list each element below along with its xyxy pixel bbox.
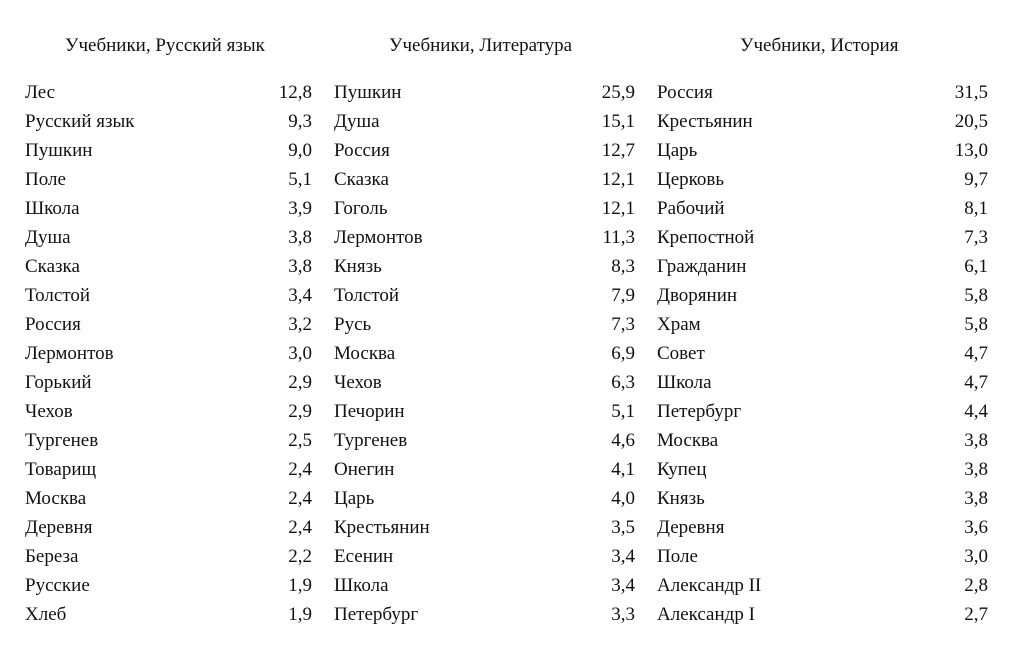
frequency-value: 5,8 [964,314,988,335]
word-label: Толстой [334,285,400,306]
list-item [25,107,312,136]
frequency-value: 2,9 [288,372,312,393]
list-item [657,484,988,513]
frequency-value: 5,1 [288,169,312,190]
list-item [334,136,635,165]
word-label: Александр II [657,575,762,596]
frequency-value: 2,2 [288,546,312,567]
list-item [657,310,988,339]
list-item [334,542,635,571]
word-label: Совет [657,343,705,364]
word-label: Царь [657,140,698,161]
word-list [25,78,312,629]
list-item [25,310,312,339]
list-item [657,339,988,368]
list-item [657,252,988,281]
word-label: Печорин [334,401,405,422]
word-label: Лес [25,82,56,103]
list-item [657,136,988,165]
word-label: Душа [334,111,380,132]
list-item [25,455,312,484]
list-item [334,455,635,484]
list-item [657,542,988,571]
frequency-value: 4,7 [964,372,988,393]
list-item [334,107,635,136]
list-item [657,368,988,397]
frequency-value: 7,9 [611,285,635,306]
list-item [334,310,635,339]
frequency-value: 3,5 [611,517,635,538]
list-item [334,368,635,397]
word-label: Россия [657,82,713,103]
word-label: Россия [334,140,390,161]
list-item [657,600,988,629]
frequency-value: 4,4 [964,401,988,422]
list-item [657,513,988,542]
frequency-value: 3,8 [288,227,312,248]
column-title: Учебники, Литература [389,35,573,56]
frequency-value: 9,3 [288,111,312,132]
list-item [25,513,312,542]
word-label: Русские [25,575,90,596]
list-item [25,484,312,513]
list-item [334,281,635,310]
word-label: Хлеб [25,604,67,625]
word-label: Деревня [25,517,93,538]
list-item [657,194,988,223]
list-item [334,600,635,629]
list-item [25,252,312,281]
list-item [25,426,312,455]
frequency-value: 8,1 [964,198,988,219]
frequency-value: 3,9 [288,198,312,219]
word-label: Пушкин [334,82,402,103]
frequency-value: 5,8 [964,285,988,306]
word-label: Толстой [25,285,91,306]
list-item [334,78,635,107]
list-item [25,136,312,165]
frequency-value: 6,3 [611,372,635,393]
list-item [657,78,988,107]
frequency-value: 4,6 [611,430,635,451]
list-item [657,281,988,310]
word-label: Москва [334,343,396,364]
word-label: Чехов [25,401,73,422]
list-item [657,107,988,136]
frequency-value: 9,7 [964,169,988,190]
word-label: Купец [657,459,707,480]
word-label: Горький [25,372,92,393]
frequency-value: 2,4 [288,488,312,509]
frequency-value: 7,3 [611,314,635,335]
frequency-value: 12,1 [601,169,635,190]
list-item [334,484,635,513]
frequency-value: 12,1 [601,198,635,219]
frequency-value: 4,0 [611,488,635,509]
word-label: Царь [334,488,375,509]
frequency-value: 6,1 [964,256,988,277]
list-item [334,339,635,368]
word-label: Князь [657,488,705,509]
list-item [25,194,312,223]
word-label: Онегин [334,459,395,480]
frequency-value: 2,5 [288,430,312,451]
frequency-value: 2,7 [964,604,988,625]
word-label: Тургенев [25,430,99,451]
frequency-value: 1,9 [288,604,312,625]
word-label: Русский язык [25,111,135,132]
word-label: Душа [25,227,71,248]
word-label: Лермонтов [25,343,114,364]
word-label: Россия [25,314,81,335]
word-label: Школа [657,372,712,393]
frequency-value: 4,7 [964,343,988,364]
frequency-value: 3,6 [964,517,988,538]
frequency-value: 15,1 [601,111,635,132]
frequency-value: 6,9 [611,343,635,364]
word-label: Пушкин [25,140,93,161]
frequency-value: 3,3 [611,604,635,625]
word-label: Рабочий [657,198,725,219]
word-label: Петербург [657,401,742,422]
frequency-value: 4,1 [611,459,635,480]
frequency-value: 13,0 [954,140,988,161]
list-item [657,455,988,484]
word-label: Товарищ [25,459,97,480]
word-label: Сказка [25,256,80,277]
word-label: Москва [25,488,87,509]
word-label: Лермонтов [334,227,423,248]
list-item [334,252,635,281]
list-item [657,223,988,252]
frequency-value: 3,0 [288,343,312,364]
list-item [25,397,312,426]
word-label: Чехов [334,372,382,393]
list-item [25,78,312,107]
word-label: Сказка [334,169,389,190]
word-label: Береза [25,546,79,567]
word-label: Крепостной [657,227,755,248]
word-label: Крестьянин [657,111,753,132]
frequency-value: 3,0 [964,546,988,567]
frequency-value: 31,5 [954,82,988,103]
frequency-value: 7,3 [964,227,988,248]
list-item [334,426,635,455]
frequency-value: 20,5 [954,111,988,132]
word-label: Есенин [334,546,394,567]
list-item [25,600,312,629]
frequency-value: 1,9 [288,575,312,596]
frequency-value: 12,8 [278,82,312,103]
list-item [25,223,312,252]
list-item [657,426,988,455]
word-label: Тургенев [334,430,408,451]
column-title: Учебники, Русский язык [65,35,265,56]
word-label: Петербург [334,604,419,625]
frequency-value: 8,3 [611,256,635,277]
frequency-value: 3,8 [964,430,988,451]
word-label: Гражданин [657,256,747,277]
frequency-value: 3,4 [611,546,635,567]
word-label: Гоголь [334,198,388,219]
word-label: Крестьянин [334,517,430,538]
list-item [334,397,635,426]
list-item [657,397,988,426]
word-label: Поле [657,546,698,567]
word-label: Поле [25,169,66,190]
frequency-value: 2,4 [288,459,312,480]
list-item [657,571,988,600]
frequency-value: 3,4 [611,575,635,596]
frequency-value: 2,4 [288,517,312,538]
list-item [334,165,635,194]
list-item [25,339,312,368]
list-item [25,368,312,397]
frequency-value: 25,9 [601,82,635,103]
frequency-value: 9,0 [288,140,312,161]
frequency-value: 3,4 [288,285,312,306]
list-item [657,165,988,194]
frequency-value: 3,8 [964,459,988,480]
word-label: Москва [657,430,719,451]
list-item [25,571,312,600]
frequency-value: 2,8 [964,575,988,596]
frequency-value: 3,8 [964,488,988,509]
list-item [334,513,635,542]
word-list [657,78,988,629]
word-label: Дворянин [657,285,738,306]
frequency-value: 12,7 [601,140,635,161]
frequency-value: 5,1 [611,401,635,422]
word-label: Деревня [657,517,725,538]
word-label: Храм [657,314,701,335]
word-label: Князь [334,256,382,277]
column-title: Учебники, История [740,35,899,56]
word-list [334,78,635,629]
word-label: Школа [334,575,389,596]
list-item [25,165,312,194]
list-item [25,281,312,310]
frequency-value: 11,3 [602,227,635,248]
list-item [334,571,635,600]
word-label: Русь [334,314,372,335]
word-label: Школа [25,198,80,219]
list-item [25,542,312,571]
list-item [334,194,635,223]
frequency-value: 3,2 [288,314,312,335]
list-item [334,223,635,252]
word-label: Церковь [657,169,725,190]
frequency-value: 2,9 [288,401,312,422]
word-label: Александр I [657,604,755,625]
frequency-value: 3,8 [288,256,312,277]
